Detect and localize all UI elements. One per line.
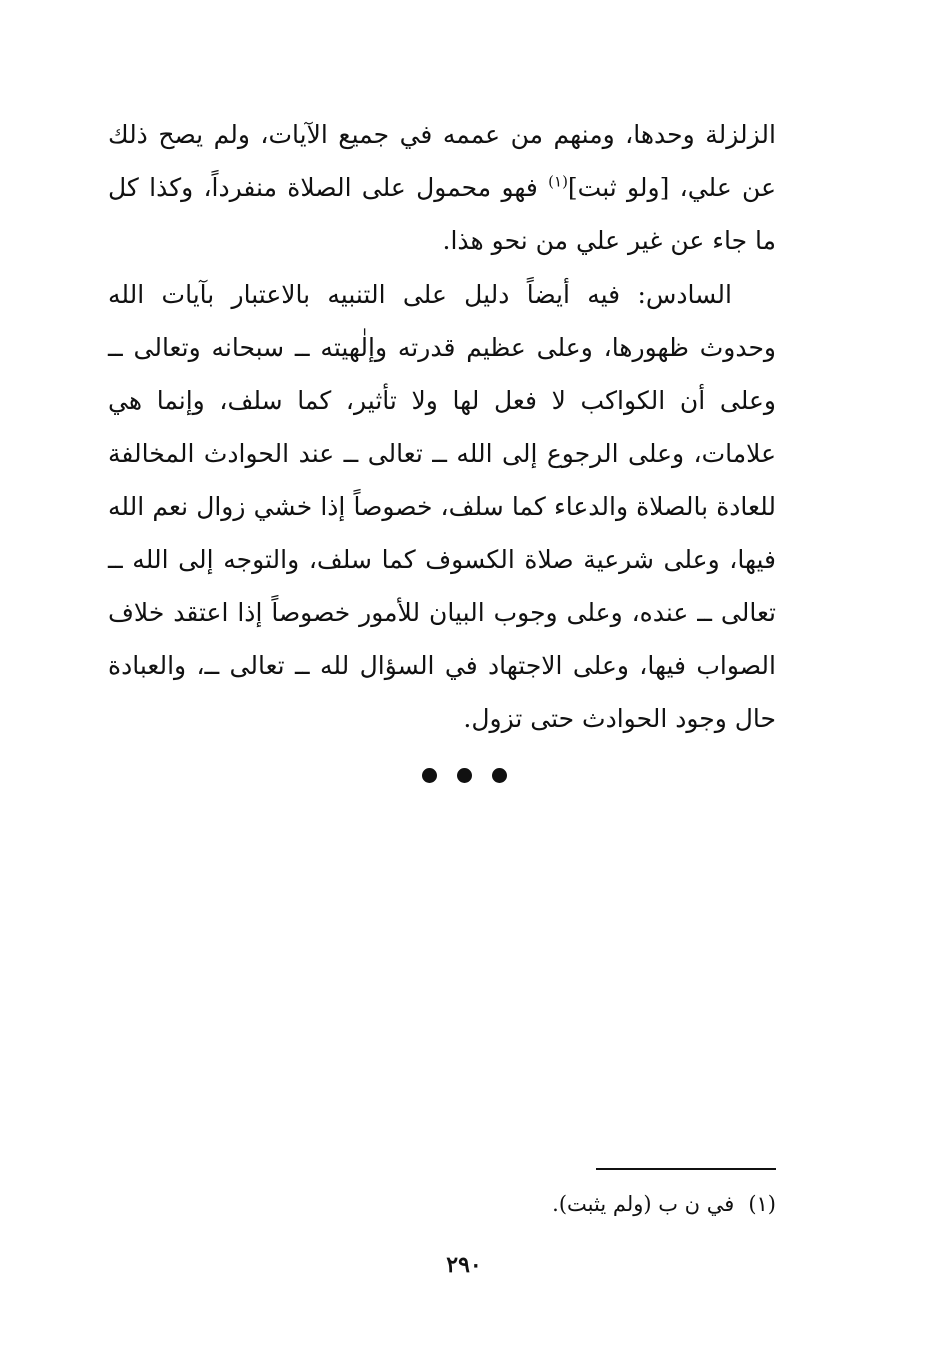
paragraph-2 [108, 268, 776, 745]
page-number: ٢٩٠ [446, 1252, 482, 1278]
section-separator [0, 768, 928, 787]
footnote-text: في ن ب (ولم يثبت). [552, 1192, 735, 1216]
separator-dot-icon [492, 768, 507, 783]
paragraph-1 [108, 108, 776, 267]
footnote-number: (١) [748, 1192, 776, 1216]
footnote-divider [596, 1168, 776, 1170]
footnote [552, 1184, 776, 1224]
separator-dot-icon [422, 768, 437, 783]
separator-dot-icon [457, 768, 472, 783]
paragraph-2-lead: السادس: [637, 280, 732, 309]
paragraph-2-text: فيه أيضاً دليل على التنبيه بالاعتبار بآيات الله وحدوث ظهورها، وعلى عظيم قدرته وإلٰهيته ــ سبحانه وتعالى ــ وعلى أن الكواكب لا فعل لها ولا تأثير، كما سلف، وإنما هي علامات، وعلى الرجوع إلى الله ــ تعالى ــ عند الحوادث المخالفة للعادة بالصلاة والدعاء كما سلف، خصوصاً إذا خشي زوال نعم الله فيها، وعلى شرعية صلاة الكسوف كما سلف، والتوجه إلى الله ــ تعالى ــ عنده، وعلى وجوب البيان للأمور خصوصاً إذا اعتقد خلاف الصواب فيها، وعلى الاجتهاد في السؤال لله ــ تعالى ــ، والعبادة حال وجود الحوادث حتى تزول. [108, 280, 776, 733]
paragraph-1-text-a: الزلزلة وحدها، ومنهم من عممه في جميع الآيات، ولم يصح ذلك عن علي، [ولو ثبت] [108, 120, 776, 202]
paragraph-1-text-b: فهو محمول على الصلاة منفرداً، وكذا كل ما جاء عن غير علي من نحو هذا. [108, 173, 776, 255]
footnote-reference[interactable]: (١) [548, 172, 568, 191]
